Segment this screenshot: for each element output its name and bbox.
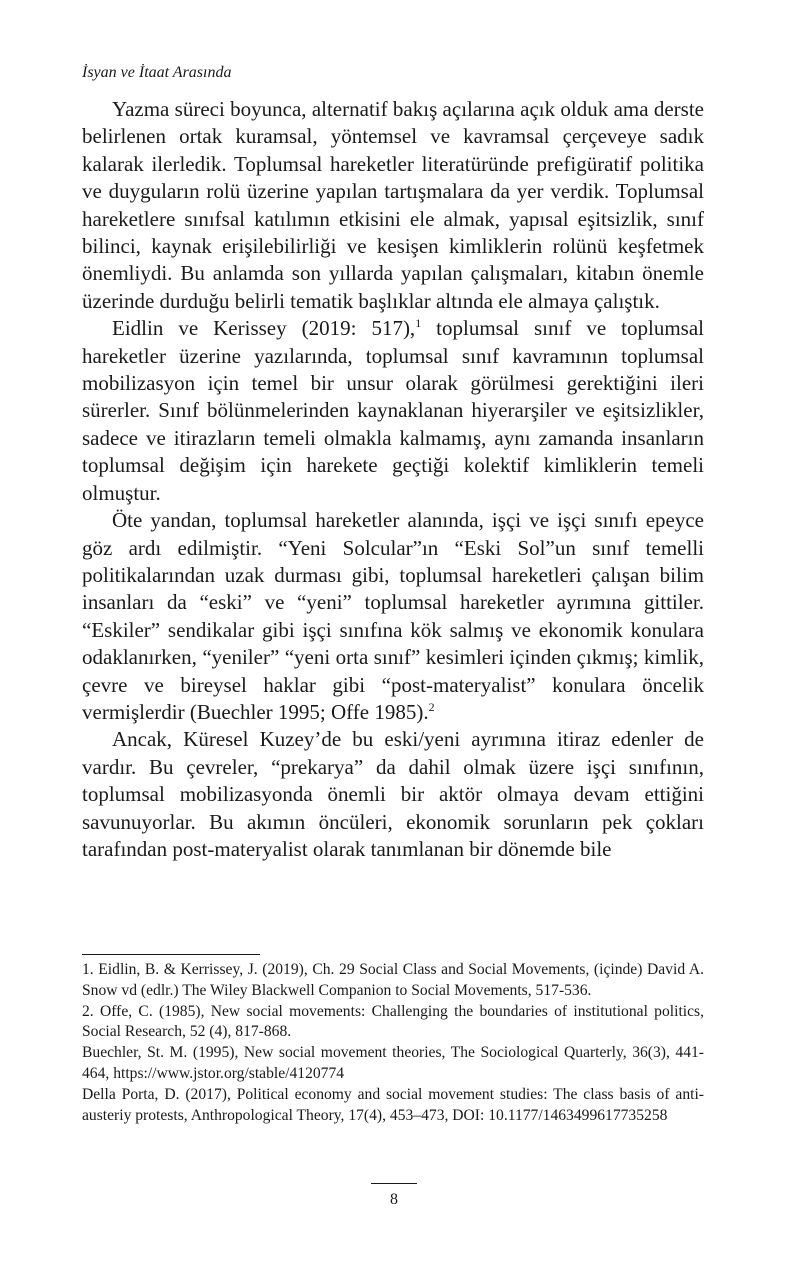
footnotes — [82, 960, 704, 1126]
paragraph: Öte yandan, toplumsal hareketler alanında, işçi ve işçi sınıfı epeyce göz ardı edilmiştir. “Yeni Solcular”ın “Eski Sol”un sınıf temelli politikalarından uzak durması gibi, toplumsal hareketleri çalışan bilim insanları da “eski” ve “yeni” toplumsal hareketler ayrımına gittiler. “Eskiler” sendikalar gibi işçi sınıfına kök salmış ve ekonomik konulara odaklanırken, “yeniler” “yeni orta sınıf” kesimleri içinden çıkmış; kimlik, çevre ve bireysel haklar gibi “post-materyalist” konulara öncelik vermişlerdir (Buechler 1995; Offe 1985).$^2$ — [82, 508, 704, 724]
footnote-reference: 1 — [415, 316, 422, 331]
footnote: 1. Eidlin, B. & Kerrissey, J. (2019), Ch. 29 Social Class and Social Movements, (içinde) David A. Snow vd (edlr.) The Wiley Blackwell Companion to Social Movements, 517-536. — [82, 961, 704, 999]
paragraph: Ancak, Küresel Kuzey’de bu eski/yeni ayrımına itiraz edenler de vardır. Bu çevreler, “prekarya” da dahil olmak üzere işçi sınıfının, toplumsal mobilizasyonda önemli bir aktör olmaya devam ettiğini savunuyorlar. Bu akımın öncüleri, ekonomik sorunların pek çokları tarafından post-materyalist olarak tanımlanan bir dönemde bile — [82, 727, 704, 861]
running-title: İsyan ve İtaat Arasında — [82, 64, 232, 81]
footnote: 2. Offe, C. (1985), New social movements: Challenging the boundaries of institutional politics, Social Research, 52 (4), 817-868. — [82, 1002, 704, 1041]
paragraph: Yazma süreci boyunca, alternatif bakış açılarına açık olduk ama derste belirlenen ortak kuramsal, yöntemsel ve kavramsal çerçeveye sadık kalarak ilerledik. Toplumsal hareketler literatüründe prefigüratif politika ve duyguların rolü üzerine yapılan tartışmalara da yer verdik. Toplumsal hareketlere sınıfsal katılımın etkisini ele almak, yapısal eşitsizlik, sınıf bilinci, kaynak erişilebilirliği ve kesişen kimliklerin rolünü keşfetmek önemliydi. Bu anlamda son yıllarda yapılan çalışmaları, kitabın önemle üzerinde durduğu belirli tematik başlıklar altında ele almaya çalıştık. — [82, 97, 704, 313]
page-number-rule — [371, 1183, 417, 1184]
footnote-separator — [82, 954, 260, 955]
body-text — [82, 96, 704, 863]
paragraph: Eidlin ve Kerissey (2019: 517),$^1$ toplumsal sınıf ve toplumsal hareketler üzerine yazılarında, toplumsal sınıf kavramının toplumsal mobilizasyon için temel bir unsur olarak görülmesi gerektiğini ileri sürerler. Sınıf bölünmelerinden kaynaklanan hiyerarşiler ve eşitsizlikler, sadece ve itirazların temeli olmakla kalmamış, aynı zamanda insanların toplumsal değişim için harekete geçtiği kolektif kimliklerin temeli olmuştur. — [82, 316, 704, 505]
footnote: Buechler, St. M. (1995), New social movement theories, The Sociological Quarterly, 36(3), 441-464, https://www.jstor.org/stable/4120774 — [82, 1044, 704, 1082]
footnote: Della Porta, D. (2017), Political economy and social movement studies: The class basis of anti-austeriy protests, Anthropological Theory, 17(4), 453–473, DOI: 10.1177/1463499617735258 — [82, 1086, 704, 1124]
page-number: 8 — [390, 1191, 398, 1208]
footnote-reference: 2 — [428, 699, 435, 714]
